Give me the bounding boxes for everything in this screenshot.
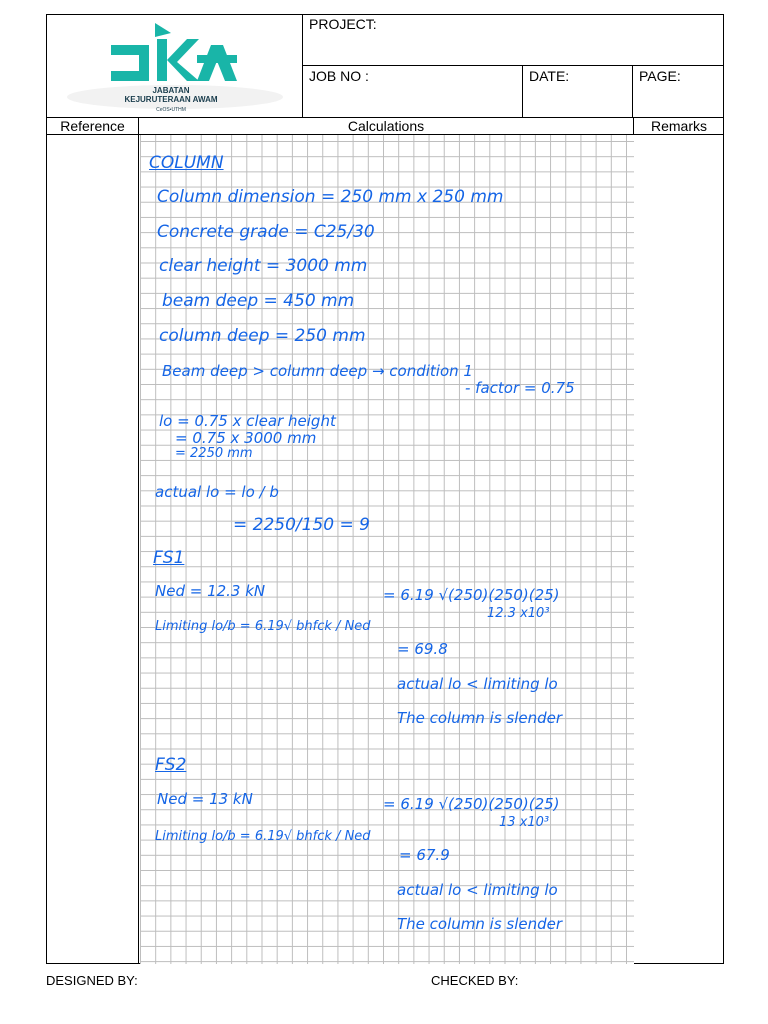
- logo-line3: CeOS•UTHM: [156, 107, 186, 113]
- calc-line-actual-lo-result: = 2250/150 = 9: [233, 515, 370, 535]
- fs1-conclusion: The column is slender: [397, 709, 563, 727]
- logo-cell: [47, 15, 303, 117]
- fs1-result: = 69.8: [397, 640, 448, 658]
- fs1-limiting: Limiting lo/b = 6.19√ bhfck / Ned: [155, 619, 371, 634]
- remarks-header: Remarks: [650, 118, 707, 134]
- fs2-formula: = 6.19 √(250)(250)(25): [383, 795, 560, 813]
- fs1-title: FS1: [153, 548, 185, 568]
- calc-line-column-deep: column deep = 250 mm: [159, 326, 366, 346]
- fs2-limiting: Limiting lo/b = 6.19√ bhfck / Ned: [155, 829, 371, 844]
- fs2-conclusion: The column is slender: [397, 915, 563, 933]
- fs2-denominator: 13 x10³: [499, 815, 550, 830]
- fs1-formula: = 6.19 √(250)(250)(25): [383, 586, 560, 604]
- fs2-title: FS2: [155, 755, 187, 775]
- fs1-ned: Ned = 12.3 kN: [155, 582, 266, 600]
- calculation-sheet: [46, 14, 724, 964]
- fs2-result: = 67.9: [399, 846, 450, 864]
- calc-line-lo: lo = 0.75 x clear height: [159, 412, 336, 430]
- calc-line-actual-lo: actual lo = lo / b: [155, 483, 279, 501]
- calc-line-concrete-grade: Concrete grade = C25/30: [157, 222, 375, 242]
- page-field[interactable]: [633, 66, 725, 117]
- fs1-denominator: 12.3 x10³: [487, 606, 550, 621]
- calculations-header: Calculations: [347, 118, 425, 134]
- date-field[interactable]: [523, 66, 633, 117]
- logo-line1: JABATAN: [152, 86, 190, 95]
- calc-line-clear-height: clear height = 3000 mm: [159, 256, 368, 276]
- fs1-compare: actual lo < limiting lo: [397, 675, 558, 693]
- calc-line-column-dimension: Column dimension = 250 mm x 250 mm: [157, 187, 504, 207]
- job-no-field[interactable]: [303, 66, 523, 117]
- column-headers: [47, 117, 723, 135]
- reference-divider: [138, 117, 139, 963]
- checked-by-field[interactable]: CHECKED BY:: [431, 973, 519, 988]
- jka-logo-icon: [47, 15, 303, 117]
- job-no-label: JOB NO :: [309, 68, 369, 84]
- date-label: DATE:: [529, 68, 570, 84]
- calc-line-beam-deep: beam deep = 450 mm: [162, 291, 355, 311]
- designed-by-field[interactable]: DESIGNED BY:: [46, 973, 138, 988]
- header-row-2: [303, 66, 723, 117]
- calc-line-condition: Beam deep > column deep → condition 1: [162, 362, 473, 380]
- logo-line2: KEJURUTERAAN AWAM: [124, 95, 218, 104]
- fs2-compare: actual lo < limiting lo: [397, 881, 558, 899]
- calc-line-lo-result: = 2250 mm: [175, 446, 253, 461]
- calc-line-lo-sub: = 0.75 x 3000 mm: [175, 429, 317, 447]
- project-field[interactable]: [303, 15, 723, 66]
- project-label: PROJECT:: [309, 16, 377, 32]
- calc-title: COLUMN: [149, 153, 224, 173]
- page-label: PAGE:: [639, 68, 681, 84]
- fs2-ned: Ned = 13 kN: [157, 790, 253, 808]
- calc-line-factor: - factor = 0.75: [465, 379, 575, 397]
- reference-header: Reference: [60, 118, 125, 134]
